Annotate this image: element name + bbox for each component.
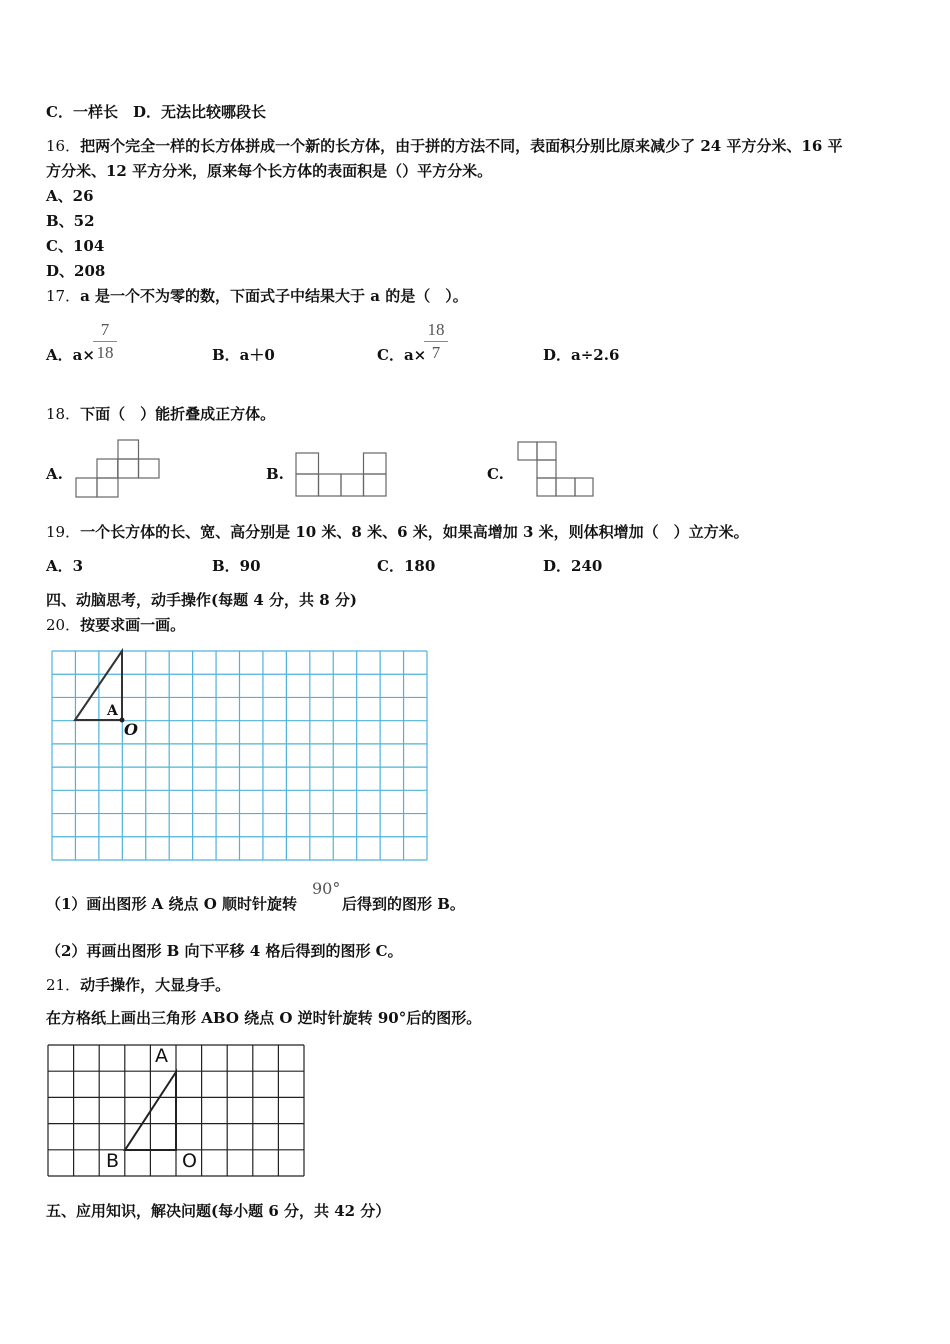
- point-a-label: A: [155, 1045, 168, 1067]
- q19-option-b: B．90: [212, 557, 261, 575]
- q19-text: 一个长方体的长、宽、高分别是 10 米、8 米、6 米，如果高增加 3 米，则体积增加（ ）立方米。: [80, 523, 749, 541]
- point-b-label: B: [106, 1150, 120, 1172]
- q17-text: a 是一个不为零的数，下面式子中结果大于 a 的是（ ）。: [80, 287, 468, 305]
- q16-text-line1: 把两个完全一样的长方体拼成一个新的长方体，由于拼的方法不同，表面积分别比原来减少了 24 平方分米、16 平: [80, 137, 843, 155]
- section-4-title: 四、动脑思考，动手操作(每题 4 分，共 8 分): [46, 591, 357, 609]
- q20-text: 按要求画一画。: [80, 616, 186, 634]
- q18-option-c: C.: [487, 465, 504, 483]
- denominator: 18: [96, 343, 114, 362]
- q17-option-b: B．a＋0: [212, 346, 275, 364]
- q21-instruction: 在方格纸上画出三角形 ABO 绕点 O 逆时针旋转 90°后的图形。: [46, 1009, 482, 1027]
- point-o-label-q21: O: [182, 1150, 197, 1172]
- q20-part2-text: （2）再画出图形 B 向下平移 4 格后得到的图形 C。: [46, 942, 403, 960]
- q20-part1-text-end: 后得到的图形 B。: [342, 895, 465, 913]
- q16-option-c: C、104: [46, 237, 105, 255]
- q19-number: 19．: [46, 523, 81, 541]
- q21-text: 动手操作，大显身手。: [80, 976, 231, 994]
- q16-option-a: A、26: [46, 187, 94, 205]
- numerator: 18: [427, 320, 445, 339]
- q16-number: 16．: [46, 137, 81, 155]
- q18-option-a: A.: [46, 465, 63, 483]
- q18-text: 下面（ ）能折叠成正方体。: [80, 405, 276, 423]
- q16-option-d: D、208: [46, 262, 106, 280]
- q17-number: 17．: [46, 287, 81, 305]
- point-o-label: O: [124, 720, 138, 739]
- shape-a-label: A: [107, 703, 118, 719]
- q17-option-d: D．a÷2.6: [543, 346, 620, 364]
- q17-option-a: A．a×: [46, 346, 95, 364]
- q15-options: C．一样长 D．无法比较哪段长: [46, 103, 266, 121]
- q19-option-d: D．240: [543, 557, 603, 575]
- q19-option-c: C．180: [377, 557, 436, 575]
- q18-number: 18．: [46, 405, 81, 423]
- q18-option-b: B.: [266, 465, 284, 483]
- q16-text-line2: 方分米、12 平方分米，原来每个长方体的表面积是（）平方分米。: [46, 162, 493, 180]
- numerator: 7: [100, 320, 110, 339]
- angle-90: 90°: [312, 879, 341, 898]
- q20-number: 20．: [46, 616, 81, 634]
- denominator: 7: [431, 343, 441, 362]
- q21-number: 21．: [46, 976, 81, 994]
- q17-option-c: C．a×: [377, 346, 427, 364]
- q20-part1-text: （1）画出图形 A 绕点 O 顺时针旋转: [46, 895, 298, 913]
- q19-option-a: A．3: [46, 557, 84, 575]
- section-5-title: 五、应用知识，解决问题(每小题 6 分，共 42 分）: [46, 1202, 391, 1220]
- q16-option-b: B、52: [46, 212, 95, 230]
